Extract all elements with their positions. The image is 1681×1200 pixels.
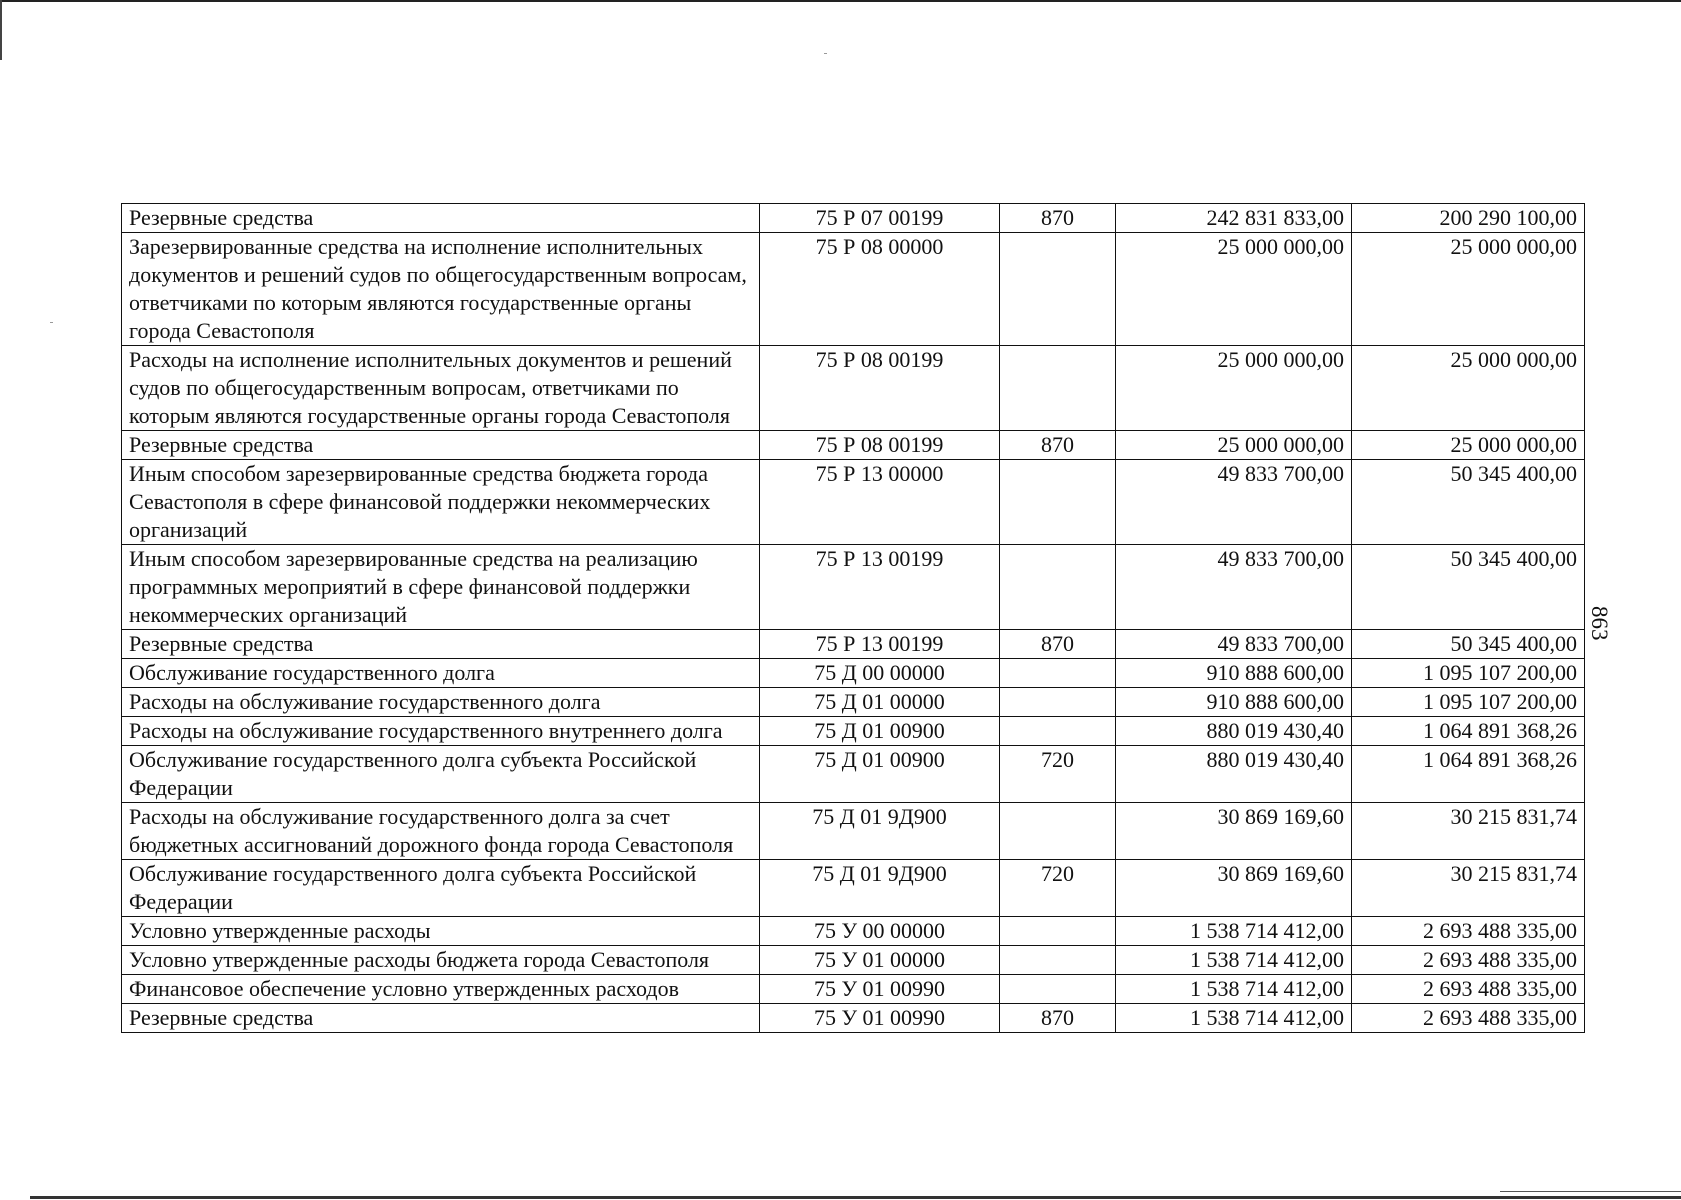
row-code-cell: 75 Р 13 00199 bbox=[760, 630, 1000, 659]
table-row bbox=[122, 860, 1585, 917]
row-name-cell: Иным способом зарезервированные средства на реализацию программных мероприятий в сфере финансовой поддержки некоммерческих организаций bbox=[122, 545, 760, 630]
row-value-1-cell: 910 888 600,00 bbox=[1116, 688, 1352, 717]
row-expense-type-cell bbox=[1000, 717, 1116, 746]
row-value-2-cell: 25 000 000,00 bbox=[1352, 431, 1585, 460]
table-row bbox=[122, 946, 1585, 975]
table-row bbox=[122, 204, 1585, 233]
row-value-2-cell: 1 095 107 200,00 bbox=[1352, 659, 1585, 688]
row-value-1-cell: 25 000 000,00 bbox=[1116, 431, 1352, 460]
scan-edge-top bbox=[0, 0, 1681, 2]
table-row bbox=[122, 545, 1585, 630]
row-value-2-cell: 50 345 400,00 bbox=[1352, 630, 1585, 659]
row-name-cell: Финансовое обеспечение условно утвержденных расходов bbox=[122, 975, 760, 1004]
row-value-1-cell: 1 538 714 412,00 bbox=[1116, 1004, 1352, 1033]
table-row bbox=[122, 233, 1585, 346]
row-code-cell: 75 У 01 00990 bbox=[760, 1004, 1000, 1033]
row-code-cell: 75 Д 00 00000 bbox=[760, 659, 1000, 688]
row-value-2-cell: 2 693 488 335,00 bbox=[1352, 946, 1585, 975]
scan-speck bbox=[50, 322, 53, 323]
row-name-cell: Обслуживание государственного долга bbox=[122, 659, 760, 688]
row-value-1-cell: 30 869 169,60 bbox=[1116, 803, 1352, 860]
table-row bbox=[122, 917, 1585, 946]
page-number: 863 bbox=[1587, 606, 1612, 641]
row-expense-type-cell bbox=[1000, 975, 1116, 1004]
row-expense-type-cell bbox=[1000, 803, 1116, 860]
table-row bbox=[122, 460, 1585, 545]
row-name-cell: Зарезервированные средства на исполнение исполнительных документов и решений судов по общегосударственным вопросам, ответчиками по которым являются государственные органы города Севастополя bbox=[122, 233, 760, 346]
row-name-cell: Резервные средства bbox=[122, 431, 760, 460]
row-value-2-cell: 1 064 891 368,26 bbox=[1352, 746, 1585, 803]
row-value-2-cell: 50 345 400,00 bbox=[1352, 545, 1585, 630]
row-value-2-cell: 1 064 891 368,26 bbox=[1352, 717, 1585, 746]
table-row bbox=[122, 717, 1585, 746]
row-code-cell: 75 Р 08 00000 bbox=[760, 233, 1000, 346]
row-name-cell: Условно утвержденные расходы бюджета города Севастополя bbox=[122, 946, 760, 975]
row-expense-type-cell: 720 bbox=[1000, 746, 1116, 803]
row-value-1-cell: 242 831 833,00 bbox=[1116, 204, 1352, 233]
row-name-cell: Обслуживание государственного долга субъекта Российской Федерации bbox=[122, 746, 760, 803]
table-row bbox=[122, 630, 1585, 659]
row-code-cell: 75 Р 13 00199 bbox=[760, 545, 1000, 630]
row-expense-type-cell bbox=[1000, 688, 1116, 717]
row-expense-type-cell: 720 bbox=[1000, 860, 1116, 917]
row-value-1-cell: 1 538 714 412,00 bbox=[1116, 917, 1352, 946]
row-value-2-cell: 2 693 488 335,00 bbox=[1352, 975, 1585, 1004]
row-value-1-cell: 25 000 000,00 bbox=[1116, 346, 1352, 431]
row-value-1-cell: 49 833 700,00 bbox=[1116, 460, 1352, 545]
row-expense-type-cell: 870 bbox=[1000, 431, 1116, 460]
row-expense-type-cell bbox=[1000, 946, 1116, 975]
row-value-1-cell: 910 888 600,00 bbox=[1116, 659, 1352, 688]
budget-table bbox=[121, 203, 1585, 1033]
row-code-cell: 75 Д 01 00900 bbox=[760, 746, 1000, 803]
scan-edge-bottom-thin bbox=[1500, 1191, 1681, 1192]
row-value-1-cell: 49 833 700,00 bbox=[1116, 630, 1352, 659]
row-value-1-cell: 1 538 714 412,00 bbox=[1116, 975, 1352, 1004]
row-expense-type-cell bbox=[1000, 917, 1116, 946]
row-value-1-cell: 880 019 430,40 bbox=[1116, 746, 1352, 803]
row-value-2-cell: 2 693 488 335,00 bbox=[1352, 917, 1585, 946]
row-expense-type-cell bbox=[1000, 460, 1116, 545]
row-name-cell: Расходы на обслуживание государственного внутреннего долга bbox=[122, 717, 760, 746]
row-name-cell: Расходы на обслуживание государственного долга за счет бюджетных ассигнований дорожного фонда города Севастополя bbox=[122, 803, 760, 860]
row-expense-type-cell bbox=[1000, 659, 1116, 688]
row-value-2-cell: 30 215 831,74 bbox=[1352, 803, 1585, 860]
row-code-cell: 75 Р 08 00199 bbox=[760, 431, 1000, 460]
row-value-2-cell: 2 693 488 335,00 bbox=[1352, 1004, 1585, 1033]
row-value-2-cell: 50 345 400,00 bbox=[1352, 460, 1585, 545]
table-row bbox=[122, 659, 1585, 688]
row-expense-type-cell bbox=[1000, 545, 1116, 630]
scan-edge-bottom bbox=[30, 1196, 1681, 1199]
table-row bbox=[122, 1004, 1585, 1033]
row-name-cell: Резервные средства bbox=[122, 204, 760, 233]
row-expense-type-cell bbox=[1000, 346, 1116, 431]
row-value-2-cell: 1 095 107 200,00 bbox=[1352, 688, 1585, 717]
row-code-cell: 75 У 01 00000 bbox=[760, 946, 1000, 975]
row-expense-type-cell: 870 bbox=[1000, 1004, 1116, 1033]
row-name-cell: Расходы на обслуживание государственного долга bbox=[122, 688, 760, 717]
row-expense-type-cell bbox=[1000, 233, 1116, 346]
row-name-cell: Иным способом зарезервированные средства бюджета города Севастополя в сфере финансовой поддержки некоммерческих организаций bbox=[122, 460, 760, 545]
row-code-cell: 75 Д 01 00900 bbox=[760, 717, 1000, 746]
row-name-cell: Условно утвержденные расходы bbox=[122, 917, 760, 946]
row-name-cell: Резервные средства bbox=[122, 1004, 760, 1033]
row-name-cell: Обслуживание государственного долга субъекта Российской Федерации bbox=[122, 860, 760, 917]
row-name-cell: Расходы на исполнение исполнительных документов и решений судов по общегосударственным вопросам, ответчиками по которым являются государственные органы города Севастополя bbox=[122, 346, 760, 431]
table-row bbox=[122, 431, 1585, 460]
table-row bbox=[122, 975, 1585, 1004]
table-row bbox=[122, 803, 1585, 860]
row-code-cell: 75 Д 01 00000 bbox=[760, 688, 1000, 717]
row-expense-type-cell: 870 bbox=[1000, 630, 1116, 659]
budget-table-body bbox=[122, 204, 1585, 1033]
row-name-cell: Резервные средства bbox=[122, 630, 760, 659]
row-code-cell: 75 Р 07 00199 bbox=[760, 204, 1000, 233]
row-code-cell: 75 Р 08 00199 bbox=[760, 346, 1000, 431]
scan-edge-left bbox=[0, 0, 2, 60]
row-value-2-cell: 200 290 100,00 bbox=[1352, 204, 1585, 233]
row-code-cell: 75 Р 13 00000 bbox=[760, 460, 1000, 545]
row-code-cell: 75 Д 01 9Д900 bbox=[760, 803, 1000, 860]
table-row bbox=[122, 688, 1585, 717]
row-value-1-cell: 880 019 430,40 bbox=[1116, 717, 1352, 746]
table-row bbox=[122, 346, 1585, 431]
row-value-1-cell: 25 000 000,00 bbox=[1116, 233, 1352, 346]
row-value-2-cell: 25 000 000,00 bbox=[1352, 233, 1585, 346]
scan-speck bbox=[824, 53, 827, 54]
row-expense-type-cell: 870 bbox=[1000, 204, 1116, 233]
row-value-1-cell: 30 869 169,60 bbox=[1116, 860, 1352, 917]
row-code-cell: 75 Д 01 9Д900 bbox=[760, 860, 1000, 917]
row-code-cell: 75 У 00 00000 bbox=[760, 917, 1000, 946]
row-value-1-cell: 49 833 700,00 bbox=[1116, 545, 1352, 630]
table-row bbox=[122, 746, 1585, 803]
row-value-2-cell: 25 000 000,00 bbox=[1352, 346, 1585, 431]
row-code-cell: 75 У 01 00990 bbox=[760, 975, 1000, 1004]
row-value-2-cell: 30 215 831,74 bbox=[1352, 860, 1585, 917]
row-value-1-cell: 1 538 714 412,00 bbox=[1116, 946, 1352, 975]
